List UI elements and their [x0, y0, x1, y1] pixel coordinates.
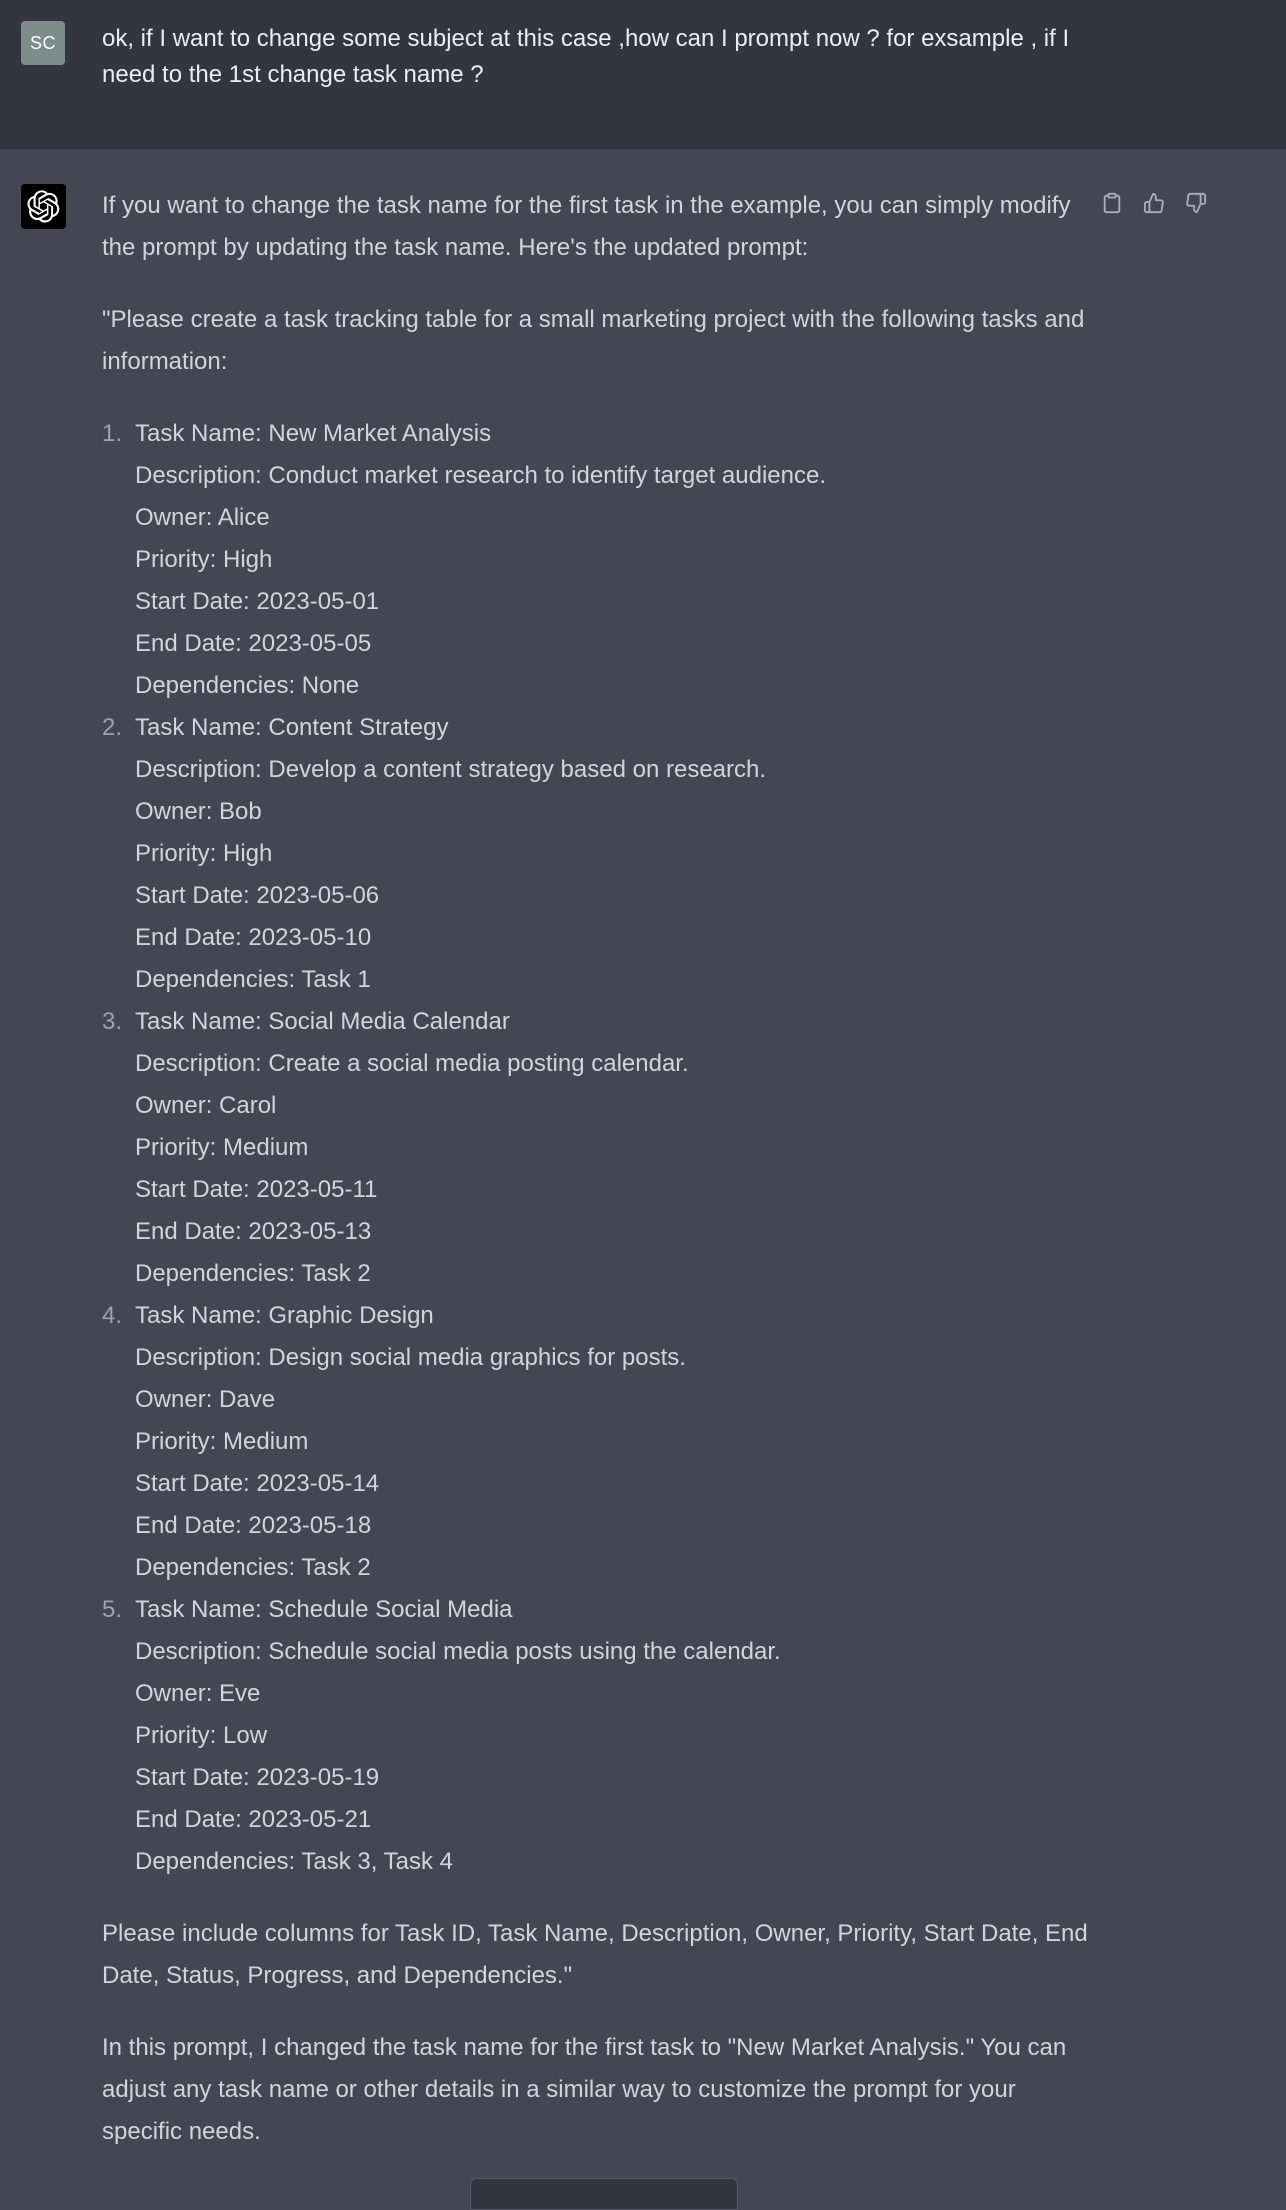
task-description: Description: Schedule social media posts using the calendar. [135, 1638, 781, 1665]
clipboard-icon[interactable] [1098, 189, 1126, 217]
task-number: 3. [102, 1008, 123, 1035]
task-start: Start Date: 2023-05-01 [135, 588, 380, 615]
task-end: End Date: 2023-05-18 [135, 1512, 372, 1539]
task-list-item [102, 1295, 1092, 1589]
task-name: Task Name: Social Media Calendar [135, 1008, 510, 1035]
task-owner: Owner: Dave [135, 1386, 276, 1413]
user-message-text: ok, if I want to change some subject at this case ,how can I prompt now ? for exsample , if I need to the 1st change task name ? [102, 25, 1070, 88]
prompt-open-paragraph: "Please create a task tracking table for a small marketing project with the following tasks and information: [102, 306, 1085, 375]
task-number: 1. [102, 420, 123, 447]
task-list-item [102, 413, 1092, 707]
task-owner: Owner: Bob [135, 798, 262, 825]
task-list-item [102, 1001, 1092, 1295]
task-end: End Date: 2023-05-10 [135, 924, 372, 951]
task-start: Start Date: 2023-05-14 [135, 1470, 380, 1497]
task-list [102, 413, 1092, 1883]
task-dependencies: Dependencies: Task 3, Task 4 [135, 1848, 453, 1875]
task-number: 4. [102, 1302, 123, 1329]
task-dependencies: Dependencies: Task 1 [135, 966, 371, 993]
task-dependencies: Dependencies: None [135, 672, 360, 699]
task-name: Task Name: New Market Analysis [135, 420, 492, 447]
assistant-message-row [0, 149, 1286, 2192]
thumbs-down-icon[interactable] [1182, 189, 1210, 217]
prompt-close-paragraph: Please include columns for Task ID, Task Name, Description, Owner, Priority, Start Date, End Date, Status, Progress, and Dependencies." [102, 1920, 1088, 1989]
task-priority: Priority: High [135, 546, 273, 573]
task-priority: Priority: Medium [135, 1428, 309, 1455]
task-name: Task Name: Content Strategy [135, 714, 449, 741]
task-owner: Owner: Eve [135, 1680, 261, 1707]
task-end: End Date: 2023-05-05 [135, 630, 372, 657]
task-description: Description: Develop a content strategy based on research. [135, 756, 767, 783]
task-description: Description: Create a social media posting calendar. [135, 1050, 689, 1077]
task-number: 5. [102, 1596, 123, 1623]
task-end: End Date: 2023-05-21 [135, 1806, 372, 1833]
message-actions [1098, 189, 1210, 217]
task-list-item [102, 707, 1092, 1001]
task-start: Start Date: 2023-05-06 [135, 882, 380, 909]
outro-paragraph: In this prompt, I changed the task name for the first task to "New Market Analysis." You can adjust any task name or other details in a similar way to customize the prompt for your specific needs. [102, 2034, 1067, 2145]
task-dependencies: Dependencies: Task 2 [135, 1554, 371, 1581]
task-priority: Priority: Low [135, 1722, 268, 1749]
task-name: Task Name: Schedule Social Media [135, 1596, 513, 1623]
task-start: Start Date: 2023-05-11 [135, 1176, 378, 1203]
assistant-message-content [102, 185, 1092, 2153]
task-dependencies: Dependencies: Task 2 [135, 1260, 371, 1287]
task-number: 2. [102, 714, 123, 741]
thumbs-up-icon[interactable] [1140, 189, 1168, 217]
task-owner: Owner: Alice [135, 504, 270, 531]
task-start: Start Date: 2023-05-19 [135, 1764, 380, 1791]
task-priority: Priority: Medium [135, 1134, 309, 1161]
task-owner: Owner: Carol [135, 1092, 277, 1119]
user-avatar: SC [21, 21, 65, 65]
task-description: Description: Design social media graphics for posts. [135, 1344, 686, 1371]
intro-paragraph: If you want to change the task name for the first task in the example, you can simply modify the prompt by updating the task name. Here's the updated prompt: [102, 192, 1071, 261]
task-priority: Priority: High [135, 840, 273, 867]
user-message-row [0, 0, 1286, 149]
regenerate-button[interactable] [470, 2178, 738, 2210]
openai-logo-icon [21, 184, 66, 229]
task-end: End Date: 2023-05-13 [135, 1218, 372, 1245]
task-name: Task Name: Graphic Design [135, 1302, 434, 1329]
task-list-item [102, 1589, 1092, 1883]
task-description: Description: Conduct market research to identify target audience. [135, 462, 827, 489]
